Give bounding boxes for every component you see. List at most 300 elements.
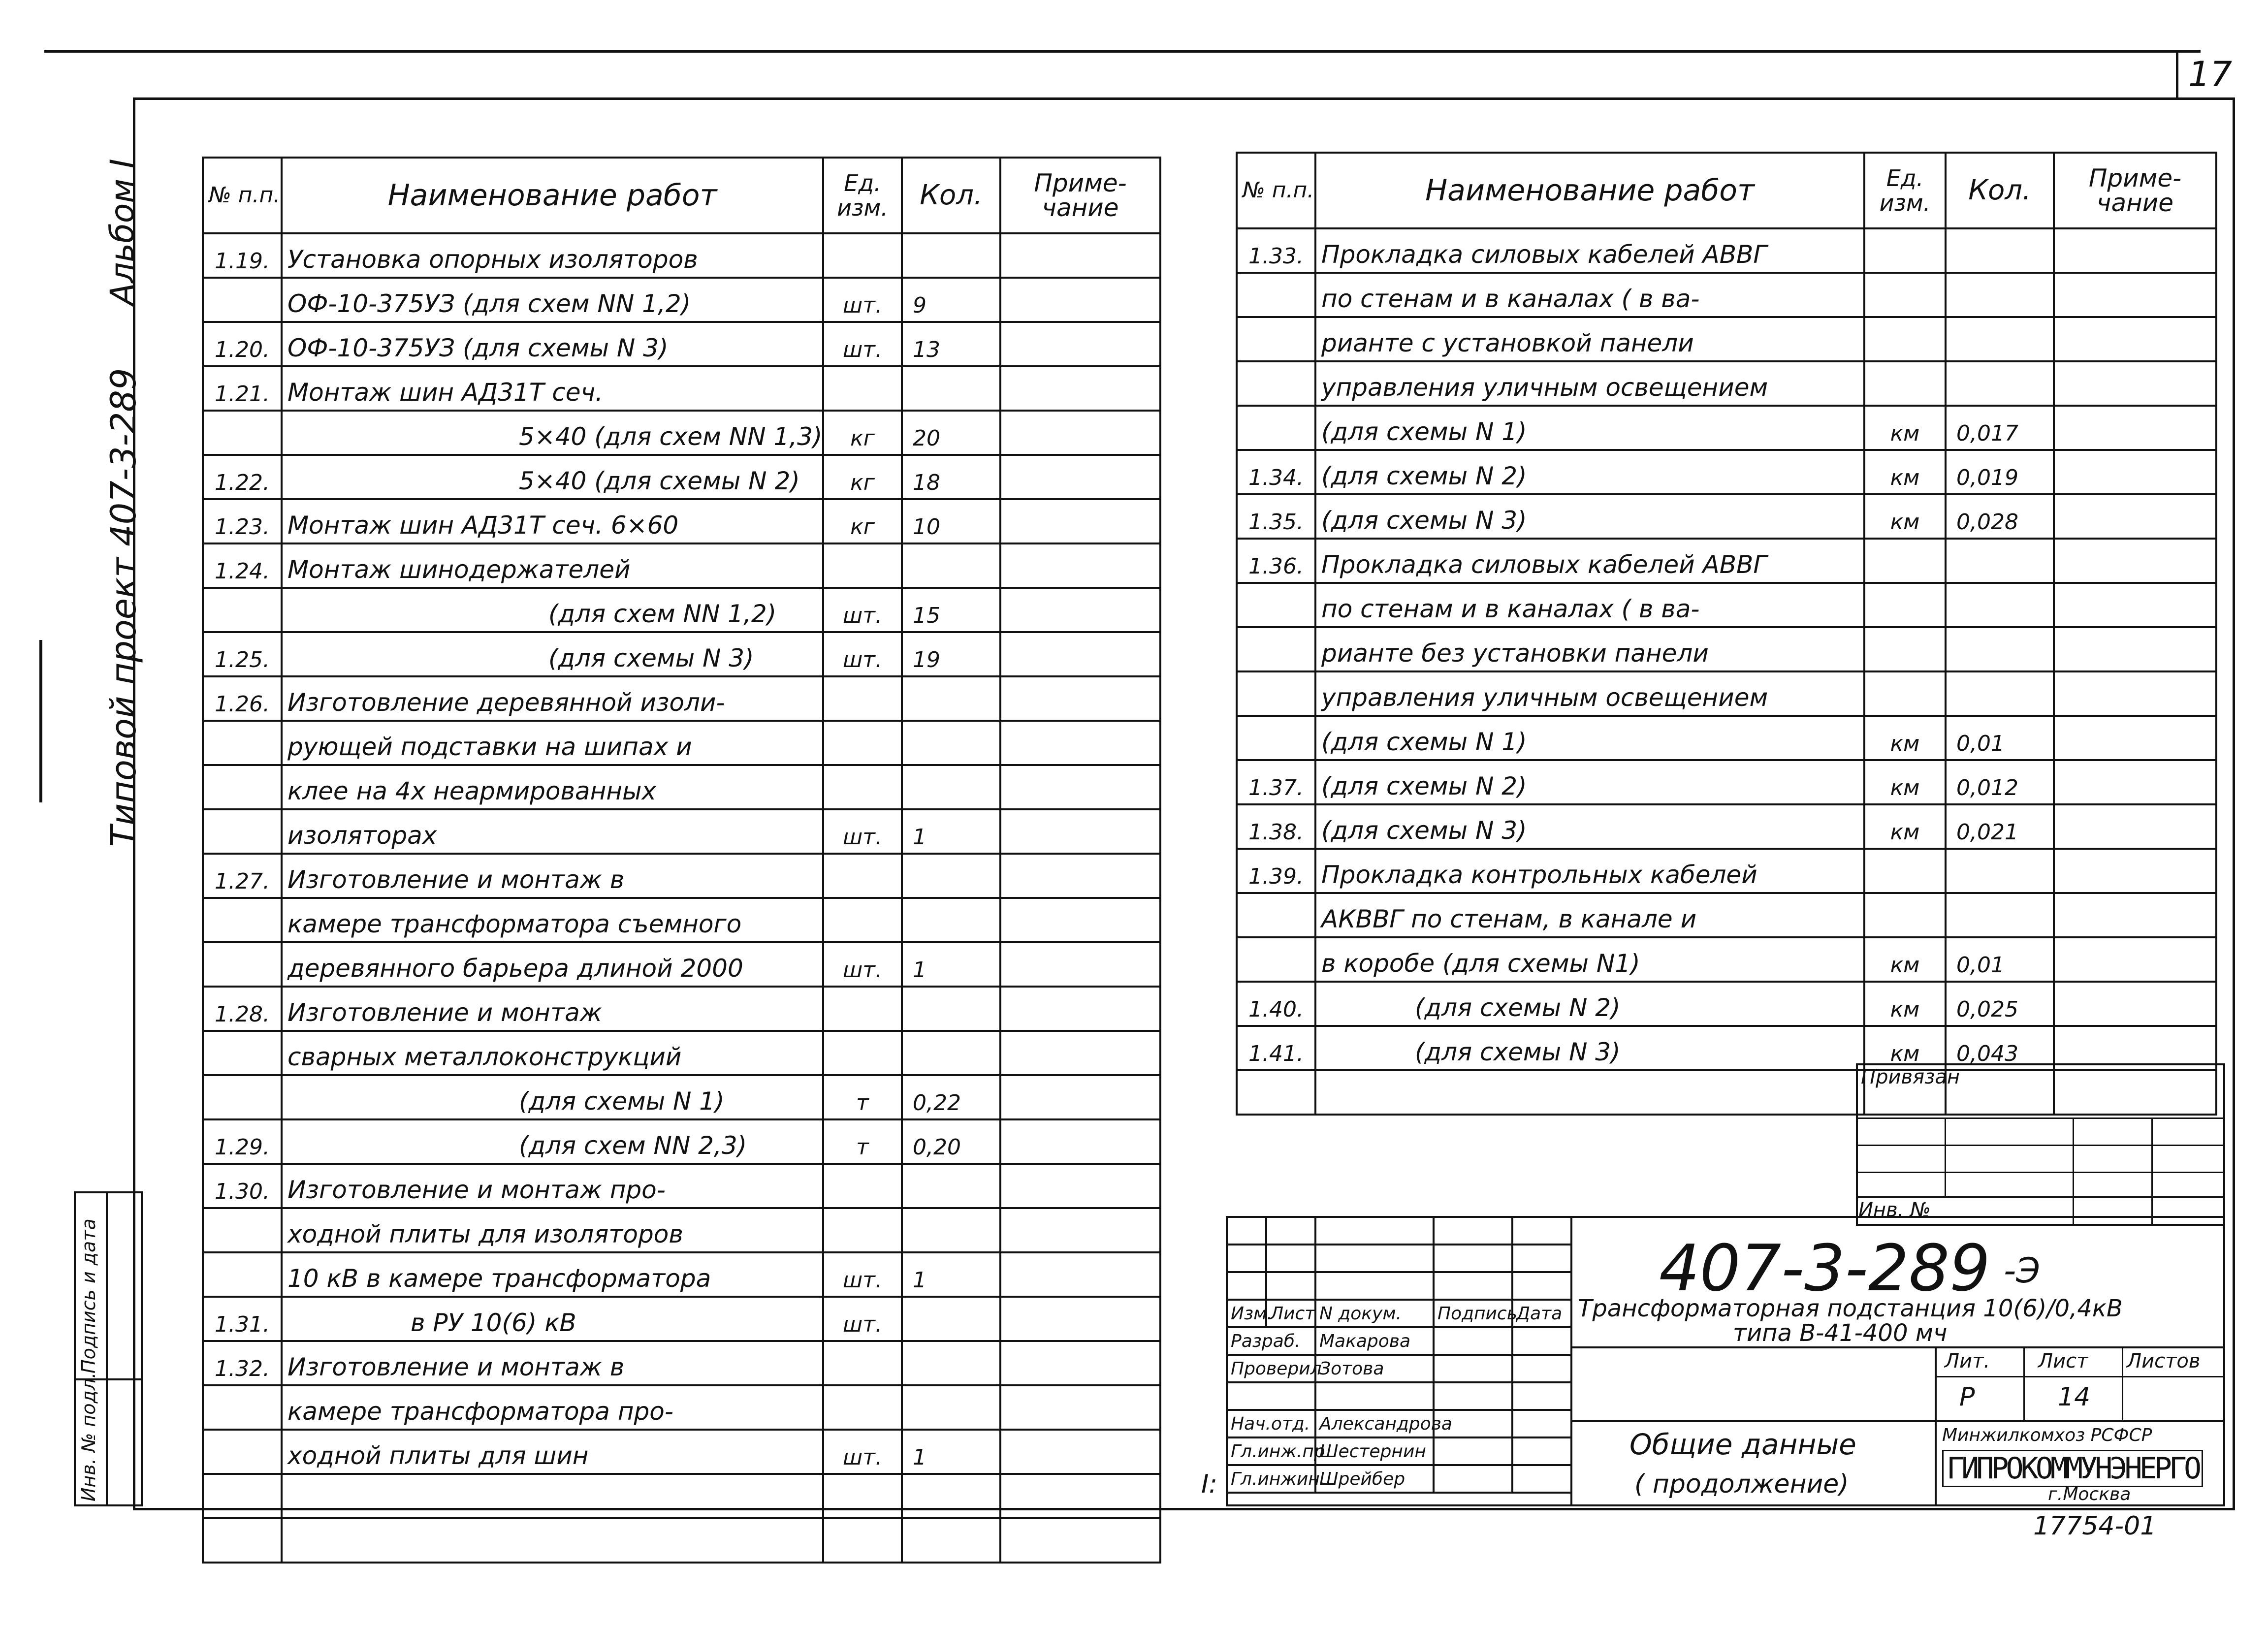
note-cell <box>1000 854 1160 898</box>
quantity-cell <box>902 854 1000 898</box>
row-number <box>1237 937 1315 982</box>
work-name: рианте без установки панели <box>1315 627 1864 671</box>
work-name: по стенам и в каналах ( в ва- <box>1315 273 1864 317</box>
unit-cell <box>823 721 902 765</box>
unit-cell: км <box>1864 804 1946 849</box>
signer-name: Шрейбер <box>1315 1465 1434 1493</box>
note-cell <box>2054 450 2216 494</box>
binding-row-line <box>1856 1117 2225 1119</box>
row-number <box>203 765 282 809</box>
left-stamp-inv: Инв. № подл. <box>78 1372 99 1501</box>
date <box>1512 1410 1571 1437</box>
quantity-cell: 0,01 <box>1946 937 2054 982</box>
quantity-cell <box>1946 671 2054 716</box>
lit-value: Р <box>1959 1382 1975 1412</box>
work-name: по стенам и в каналах ( в ва- <box>1315 583 1864 627</box>
note-cell <box>1000 278 1160 322</box>
row-number <box>1237 893 1315 937</box>
quantity-cell: 15 <box>902 588 1000 632</box>
col-sign: Подпись <box>1434 1300 1512 1327</box>
work-name: камере трансформатора про- <box>282 1385 823 1430</box>
quantity-cell <box>902 1518 1000 1563</box>
unit-cell <box>823 854 902 898</box>
note-cell <box>2054 671 2216 716</box>
role: Гл.инж.пр <box>1227 1437 1315 1465</box>
table-row <box>203 809 1160 854</box>
quantity-cell: 1 <box>902 809 1000 854</box>
unit-cell <box>823 1474 902 1518</box>
quantity-cell <box>902 721 1000 765</box>
binding-col-line <box>2073 1117 2074 1226</box>
row-number <box>203 1474 282 1518</box>
header-note: Приме- чание <box>2054 153 2216 228</box>
table-row <box>1237 273 2216 317</box>
signer-name: Макарова <box>1315 1327 1434 1355</box>
table-row <box>203 765 1160 809</box>
row-number <box>1237 627 1315 671</box>
right-works-table <box>1236 152 2217 1116</box>
work-name: сварных металлоконструкций <box>282 1031 823 1075</box>
table-row <box>1237 494 2216 539</box>
row-number: 1.21. <box>203 366 282 411</box>
table-row <box>1237 804 2216 849</box>
unit-cell: км <box>1864 760 1946 804</box>
note-cell <box>2054 937 2216 982</box>
unit-cell: км <box>1864 406 1946 450</box>
work-name: Монтаж шин АД31Т сеч. 6×60 <box>282 499 823 543</box>
row-number <box>203 898 282 942</box>
quantity-cell <box>1946 627 2054 671</box>
sheet-value: 14 <box>2058 1382 2091 1412</box>
album-label: Альбом I <box>103 159 141 305</box>
row-number <box>1237 361 1315 406</box>
work-name: Прокладка силовых кабелей АВВГ <box>1315 539 1864 583</box>
unit-cell: т <box>823 1119 902 1164</box>
binding-label: Привязан <box>1861 1066 1960 1088</box>
project-label: Типовой проект 407-3-289 <box>103 368 144 847</box>
table-row <box>203 233 1160 278</box>
note-cell <box>1000 809 1160 854</box>
quantity-cell <box>1946 849 2054 893</box>
lit-col-line <box>2023 1346 2025 1420</box>
left-works-table <box>202 157 1161 1564</box>
signature-row <box>1227 1410 1571 1437</box>
header-num: № п.п. <box>203 158 282 233</box>
work-name: Монтаж шинодержателей <box>282 543 823 588</box>
row-number: 1.28. <box>203 987 282 1031</box>
row-number: 1.22. <box>203 455 282 499</box>
row-number: 1.33. <box>1237 228 1315 273</box>
table-row <box>203 455 1160 499</box>
quantity-cell: 0,028 <box>1946 494 2054 539</box>
row-number <box>203 278 282 322</box>
unit-cell: шт. <box>823 278 902 322</box>
unit-cell <box>823 765 902 809</box>
signature-row <box>1227 1382 1571 1410</box>
quantity-cell <box>1946 583 2054 627</box>
row-number: 1.34. <box>1237 450 1315 494</box>
work-name: Установка опорных изоляторов <box>282 233 823 278</box>
right-table-body <box>1237 228 2216 1115</box>
role: Нач.отд. <box>1227 1410 1315 1437</box>
left-table-body <box>203 233 1160 1563</box>
work-name: (для схем NN 1,2) <box>282 588 823 632</box>
sheet-subtitle: ( продолжение) <box>1634 1469 1849 1499</box>
quantity-cell <box>902 898 1000 942</box>
quantity-cell: 1 <box>902 1252 1000 1297</box>
row-number: 1.35. <box>1237 494 1315 539</box>
table-row <box>203 1430 1160 1474</box>
signature <box>1434 1327 1512 1355</box>
right-table-header <box>1237 153 2216 228</box>
note-cell <box>2054 228 2216 273</box>
quantity-cell <box>902 1164 1000 1208</box>
work-name: управления уличным освещением <box>1315 361 1864 406</box>
table-row <box>203 1031 1160 1075</box>
quantity-cell: 0,012 <box>1946 760 2054 804</box>
quantity-cell: 19 <box>902 632 1000 676</box>
unit-cell <box>1864 273 1946 317</box>
signature-rows <box>1227 1327 1571 1493</box>
row-number: 1.37. <box>1237 760 1315 804</box>
note-cell <box>1000 455 1160 499</box>
binding-row-line <box>1856 1172 2225 1173</box>
table-row <box>203 898 1160 942</box>
table-row <box>203 411 1160 455</box>
note-cell <box>1000 1518 1160 1563</box>
table-row <box>203 499 1160 543</box>
row-number <box>1237 273 1315 317</box>
unit-cell: шт. <box>823 1252 902 1297</box>
note-cell <box>1000 942 1160 987</box>
note-cell <box>1000 1341 1160 1385</box>
table-row <box>203 1385 1160 1430</box>
work-name: (для схемы N 2) <box>1315 982 1864 1026</box>
unit-cell: шт. <box>823 588 902 632</box>
quantity-cell <box>902 1031 1000 1075</box>
date <box>1512 1327 1571 1355</box>
row-number: 1.40. <box>1237 982 1315 1026</box>
role <box>1227 1382 1315 1410</box>
note-cell <box>1000 1252 1160 1297</box>
quantity-cell <box>902 233 1000 278</box>
signature-grid <box>1226 1216 1572 1494</box>
work-name: Монтаж шин АД31Т сеч. <box>282 366 823 411</box>
unit-cell <box>1864 671 1946 716</box>
title-divider-v <box>1935 1346 1937 1506</box>
unit-cell <box>1864 539 1946 583</box>
work-name: 5×40 (для схемы N 2) <box>282 455 823 499</box>
unit-cell: км <box>1864 450 1946 494</box>
unit-cell <box>1864 893 1946 937</box>
work-name: деревянного барьера длиной 2000 <box>282 942 823 987</box>
work-name: ходной плиты для изоляторов <box>282 1208 823 1252</box>
sheet-title: Общие данные <box>1629 1428 1856 1461</box>
left-stamp-divider <box>106 1191 108 1506</box>
note-cell <box>1000 1164 1160 1208</box>
table-row <box>203 278 1160 322</box>
row-number: 1.26. <box>203 676 282 721</box>
top-trim-line <box>44 50 2201 53</box>
work-name: ОФ-10-375УЗ (для схем NN 1,2) <box>282 278 823 322</box>
row-number <box>1237 671 1315 716</box>
note-cell <box>1000 1119 1160 1164</box>
header-unit: Ед. изм. <box>823 158 902 233</box>
work-name: 10 кВ в камере трансформатора <box>282 1252 823 1297</box>
quantity-cell: 0,01 <box>1946 716 2054 760</box>
quantity-cell <box>1946 228 2054 273</box>
work-name: (для схемы N 2) <box>1315 760 1864 804</box>
role: Проверил <box>1227 1355 1315 1382</box>
header-qty: Кол. <box>902 158 1000 233</box>
table-row <box>203 1341 1160 1385</box>
header-num: № п.п. <box>1237 153 1315 228</box>
work-name: ходной плиты для шин <box>282 1430 823 1474</box>
work-name: в РУ 10(6) кВ <box>282 1297 823 1341</box>
unit-cell <box>823 233 902 278</box>
quantity-cell <box>902 1208 1000 1252</box>
note-cell <box>2054 716 2216 760</box>
col-date: Дата <box>1512 1300 1571 1327</box>
row-number: 1.25. <box>203 632 282 676</box>
row-number: 1.27. <box>203 854 282 898</box>
signature <box>1434 1437 1512 1465</box>
work-name: изоляторах <box>282 809 823 854</box>
quantity-cell <box>902 987 1000 1031</box>
row-number: 1.20. <box>203 322 282 366</box>
date <box>1512 1355 1571 1382</box>
unit-cell <box>823 1518 902 1563</box>
unit-cell <box>823 543 902 588</box>
table-row <box>203 721 1160 765</box>
unit-cell: т <box>823 1075 902 1119</box>
signature-row <box>1227 1465 1571 1493</box>
doc-suffix: -Э <box>2004 1250 2041 1291</box>
note-cell <box>1000 366 1160 411</box>
note-cell <box>1000 987 1160 1031</box>
note-cell <box>1000 676 1160 721</box>
signer-name: Зотова <box>1315 1355 1434 1382</box>
bottom-number: 17754-01 <box>2033 1511 2157 1541</box>
row-number: 1.24. <box>203 543 282 588</box>
signer-name: Шестернин <box>1315 1437 1434 1465</box>
table-row <box>203 632 1160 676</box>
work-name: Прокладка силовых кабелей АВВГ <box>1315 228 1864 273</box>
quantity-cell: 18 <box>902 455 1000 499</box>
row-number <box>203 1208 282 1252</box>
binding-col-line <box>1945 1117 1946 1196</box>
work-name: (для схемы N 1) <box>282 1075 823 1119</box>
date <box>1512 1465 1571 1493</box>
unit-cell: кг <box>823 455 902 499</box>
unit-cell: кг <box>823 499 902 543</box>
header-unit: Ед. изм. <box>1864 153 1946 228</box>
header-name: Наименование работ <box>282 158 823 233</box>
unit-cell: кг <box>823 411 902 455</box>
quantity-cell: 0,22 <box>902 1075 1000 1119</box>
row-number <box>203 1031 282 1075</box>
unit-cell <box>1864 849 1946 893</box>
note-cell <box>2054 406 2216 450</box>
work-name: Изготовление и монтаж про- <box>282 1164 823 1208</box>
quantity-cell: 10 <box>902 499 1000 543</box>
unit-cell: км <box>1864 982 1946 1026</box>
object-type: типа В-41-400 мч <box>1733 1319 1948 1347</box>
work-name: ОФ-10-375УЗ (для схемы N 3) <box>282 322 823 366</box>
org-name: ГИПРОКОММУНЭНЕРГО <box>1942 1450 2203 1487</box>
unit-cell: шт. <box>823 1297 902 1341</box>
note-cell <box>1000 588 1160 632</box>
work-name <box>1315 1070 1864 1115</box>
date <box>1512 1382 1571 1410</box>
work-name: в коробе (для схемы N1) <box>1315 937 1864 982</box>
signature <box>1434 1465 1512 1493</box>
work-name: (для схемы N 2) <box>1315 450 1864 494</box>
note-cell <box>2054 539 2216 583</box>
binding-col-line <box>2151 1117 2153 1226</box>
object-title: Трансформаторная подстанция 10(6)/0,4кВ <box>1578 1295 2123 1322</box>
signature-row <box>1227 1437 1571 1465</box>
unit-cell: шт. <box>823 942 902 987</box>
note-cell <box>1000 1385 1160 1430</box>
quantity-cell: 0,021 <box>1946 804 2054 849</box>
row-number <box>1237 1070 1315 1115</box>
unit-cell <box>823 1164 902 1208</box>
note-cell <box>1000 233 1160 278</box>
quantity-cell <box>902 765 1000 809</box>
table-row <box>1237 893 2216 937</box>
note-cell <box>1000 765 1160 809</box>
table-row <box>1237 760 2216 804</box>
unit-cell: шт. <box>823 1430 902 1474</box>
table-row <box>203 588 1160 632</box>
row-number: 1.39. <box>1237 849 1315 893</box>
unit-cell <box>823 1341 902 1385</box>
table-row <box>1237 716 2216 760</box>
quantity-cell: 9 <box>902 278 1000 322</box>
quantity-cell: 13 <box>902 322 1000 366</box>
corner-mark: I: <box>1201 1469 1217 1499</box>
quantity-cell: 0,20 <box>902 1119 1000 1164</box>
table-row <box>1237 406 2216 450</box>
margin-tick <box>39 640 42 802</box>
row-number: 1.41. <box>1237 1026 1315 1070</box>
table-row <box>1237 228 2216 273</box>
quantity-cell <box>1946 893 2054 937</box>
table-row <box>203 1252 1160 1297</box>
role: Гл.инжин. <box>1227 1465 1315 1493</box>
note-cell <box>1000 1075 1160 1119</box>
note-cell <box>2054 893 2216 937</box>
row-number: 1.19. <box>203 233 282 278</box>
work-name: Изготовление и монтаж <box>282 987 823 1031</box>
col-doc: N докум. <box>1315 1300 1434 1327</box>
note-cell <box>2054 849 2216 893</box>
row-number: 1.29. <box>203 1119 282 1164</box>
table-row <box>203 987 1160 1031</box>
table-row <box>203 1297 1160 1341</box>
row-number <box>1237 317 1315 361</box>
quantity-cell: 20 <box>902 411 1000 455</box>
note-cell <box>1000 1031 1160 1075</box>
row-number <box>203 1075 282 1119</box>
work-name: (для схемы N 1) <box>1315 406 1864 450</box>
signer-name <box>1315 1382 1434 1410</box>
work-name: рианте с установкой панели <box>1315 317 1864 361</box>
binding-row-line <box>1856 1145 2225 1146</box>
note-cell <box>1000 632 1160 676</box>
row-number <box>1237 406 1315 450</box>
work-name: Изготовление деревянной изоли- <box>282 676 823 721</box>
unit-cell <box>1864 627 1946 671</box>
quantity-cell: 1 <box>902 942 1000 987</box>
table-row <box>203 942 1160 987</box>
note-cell <box>1000 1474 1160 1518</box>
note-cell <box>2054 273 2216 317</box>
table-row <box>1237 361 2216 406</box>
unit-cell <box>823 1385 902 1430</box>
unit-cell <box>1864 361 1946 406</box>
note-cell <box>2054 583 2216 627</box>
unit-cell: км <box>1864 1026 1946 1070</box>
work-name: управления уличным освещением <box>1315 671 1864 716</box>
table-row <box>203 366 1160 411</box>
table-row <box>203 854 1160 898</box>
unit-cell <box>823 366 902 411</box>
row-number: 1.32. <box>203 1341 282 1385</box>
note-cell <box>2054 317 2216 361</box>
quantity-cell <box>1946 539 2054 583</box>
note-cell <box>1000 1430 1160 1474</box>
row-number <box>203 942 282 987</box>
unit-cell: км <box>1864 716 1946 760</box>
table-row <box>203 1208 1160 1252</box>
unit-cell: км <box>1864 937 1946 982</box>
inv-label: Инв. № <box>1858 1199 1931 1221</box>
row-number <box>203 1385 282 1430</box>
work-name: (для схемы N 3) <box>1315 494 1864 539</box>
row-number <box>203 721 282 765</box>
title-divider <box>1570 1216 1572 1506</box>
table-row <box>203 1474 1160 1518</box>
row-number: 1.36. <box>1237 539 1315 583</box>
doc-number: 407-3-289 <box>1659 1231 1990 1306</box>
col-izm: Изм. <box>1227 1300 1266 1327</box>
work-name: (для схем NN 2,3) <box>282 1119 823 1164</box>
table-row <box>203 1518 1160 1563</box>
sheets-label: Листов <box>2127 1350 2201 1373</box>
page-number-box-line <box>2176 50 2178 99</box>
work-name: 5×40 (для схем NN 1,3) <box>282 411 823 455</box>
quantity-cell: 0,025 <box>1946 982 2054 1026</box>
table-row <box>203 676 1160 721</box>
header-note: Приме- чание <box>1000 158 1160 233</box>
note-cell <box>2054 361 2216 406</box>
work-name <box>282 1474 823 1518</box>
work-name: (для схемы N 3) <box>1315 804 1864 849</box>
table-row <box>1237 937 2216 982</box>
quantity-cell <box>902 1474 1000 1518</box>
work-name: (для схемы N 1) <box>1315 716 1864 760</box>
note-cell <box>2054 804 2216 849</box>
work-name: камере трансформатора съемного <box>282 898 823 942</box>
unit-cell <box>1864 317 1946 361</box>
table-row <box>203 543 1160 588</box>
unit-cell <box>1864 583 1946 627</box>
row-number: 1.38. <box>1237 804 1315 849</box>
table-row <box>1237 450 2216 494</box>
note-cell <box>2054 760 2216 804</box>
